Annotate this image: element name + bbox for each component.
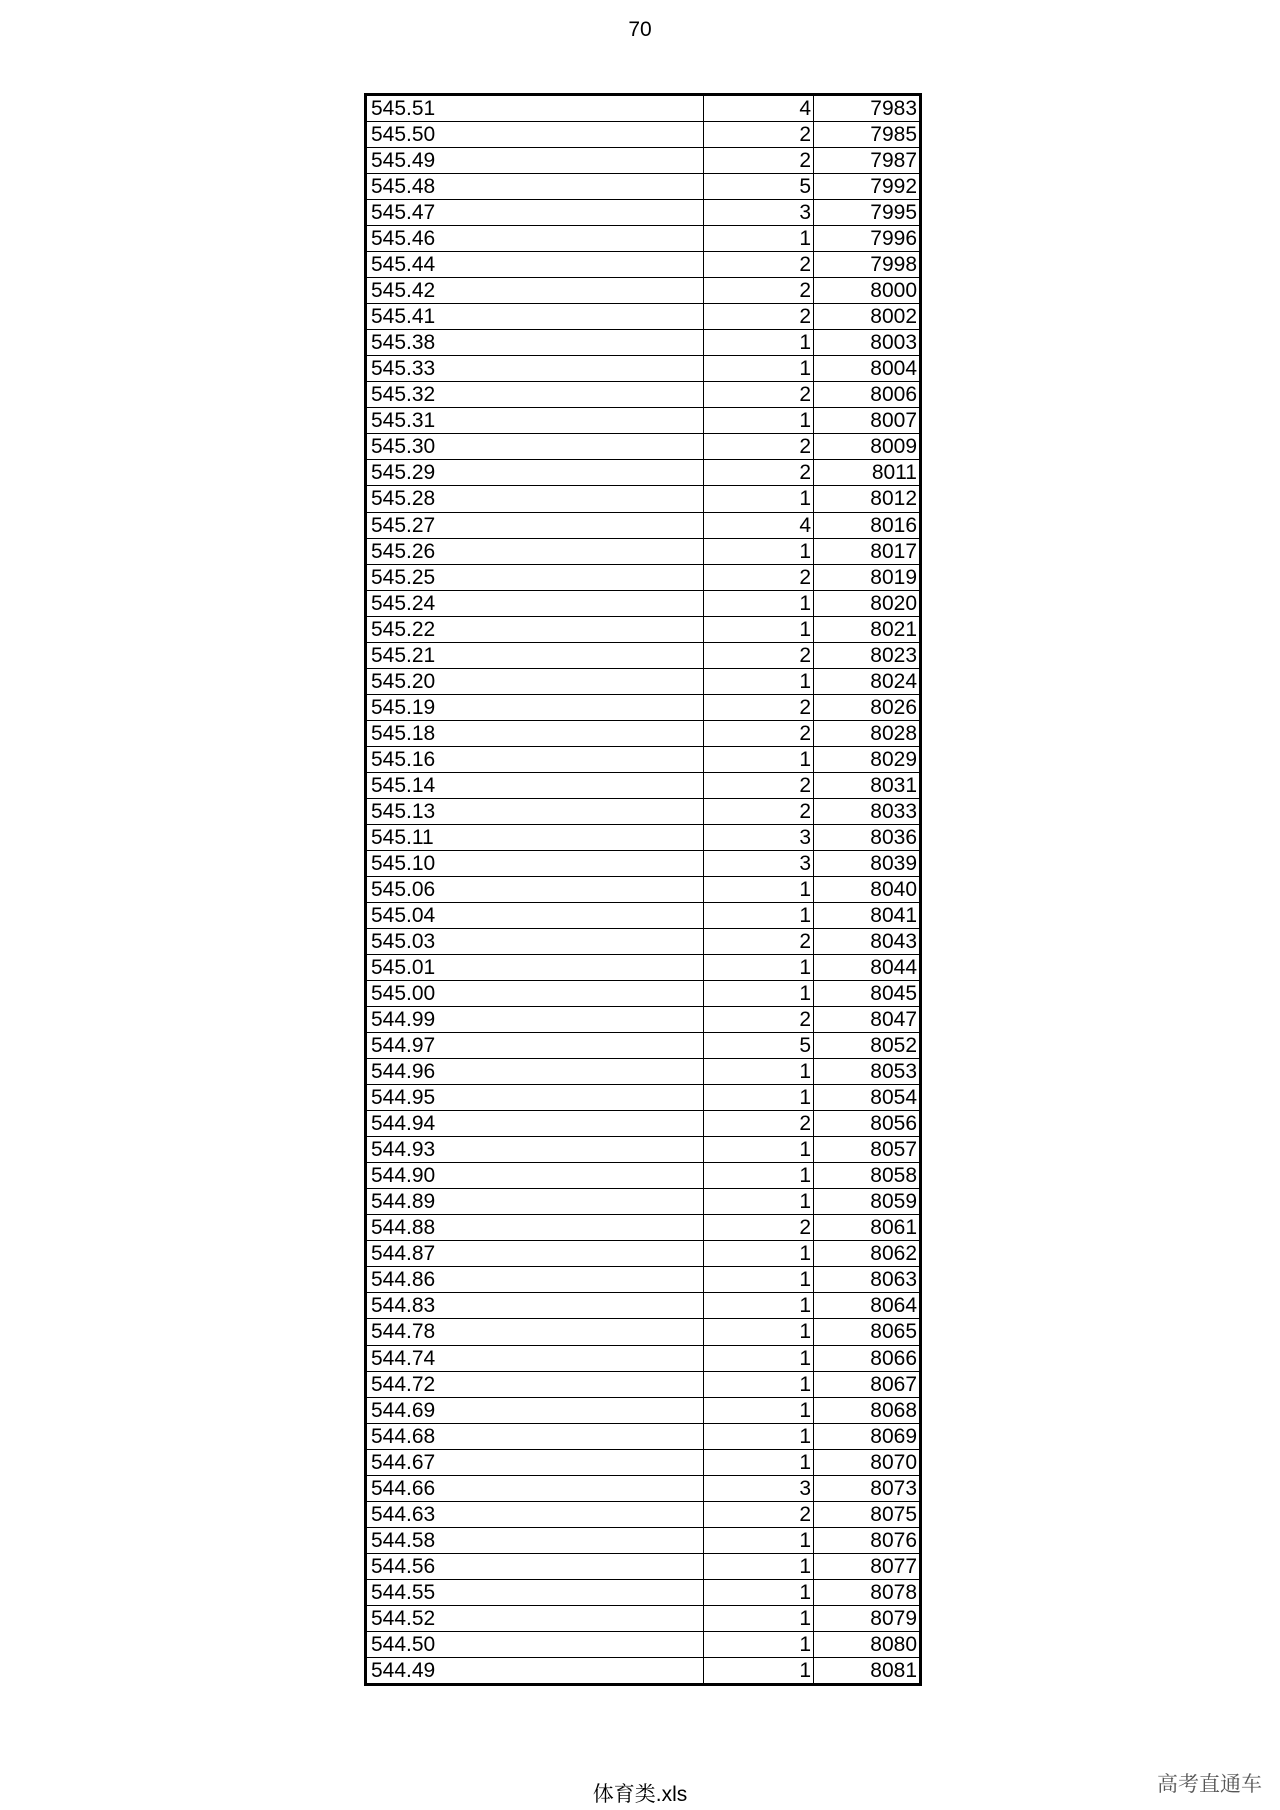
table-row: [366, 1319, 921, 1345]
cumulative-cell: 8073: [814, 1475, 921, 1501]
cumulative-cell: 8045: [814, 981, 921, 1007]
score-cell: 545.14: [366, 772, 704, 798]
score-cell: 545.06: [366, 876, 704, 902]
count-cell: 1: [704, 1085, 814, 1111]
score-cell: 544.93: [366, 1137, 704, 1163]
table-row: [366, 1059, 921, 1085]
score-cell: 545.29: [366, 460, 704, 486]
table-row: [366, 1111, 921, 1137]
count-cell: 5: [704, 174, 814, 200]
score-table-body: [366, 95, 921, 1685]
table-row: [366, 1475, 921, 1501]
cumulative-cell: 8040: [814, 876, 921, 902]
cumulative-cell: 8077: [814, 1553, 921, 1579]
cumulative-cell: 8063: [814, 1267, 921, 1293]
cumulative-cell: 8056: [814, 1111, 921, 1137]
cumulative-cell: 8053: [814, 1059, 921, 1085]
cumulative-cell: 8062: [814, 1241, 921, 1267]
count-cell: 2: [704, 434, 814, 460]
cumulative-cell: 8058: [814, 1163, 921, 1189]
count-cell: 2: [704, 720, 814, 746]
table-row: [366, 1397, 921, 1423]
table-row: [366, 564, 921, 590]
score-cell: 544.55: [366, 1579, 704, 1605]
score-cell: 545.50: [366, 122, 704, 148]
cumulative-cell: 8067: [814, 1371, 921, 1397]
score-cell: 544.58: [366, 1527, 704, 1553]
table-row: [366, 876, 921, 902]
count-cell: 1: [704, 1371, 814, 1397]
count-cell: 1: [704, 486, 814, 512]
table-row: [366, 226, 921, 252]
cumulative-cell: 8002: [814, 304, 921, 330]
cumulative-cell: 8054: [814, 1085, 921, 1111]
cumulative-cell: 8011: [814, 460, 921, 486]
table-row: [366, 1033, 921, 1059]
cumulative-cell: 7985: [814, 122, 921, 148]
count-cell: 2: [704, 278, 814, 304]
score-cell: 545.33: [366, 356, 704, 382]
score-cell: 545.51: [366, 95, 704, 122]
score-cell: 545.44: [366, 252, 704, 278]
count-cell: 1: [704, 1059, 814, 1085]
score-cell: 544.89: [366, 1189, 704, 1215]
score-cell: 545.00: [366, 981, 704, 1007]
table-row: [366, 95, 921, 122]
cumulative-cell: 8009: [814, 434, 921, 460]
score-cell: 545.03: [366, 929, 704, 955]
cumulative-cell: 7987: [814, 148, 921, 174]
score-cell: 545.25: [366, 564, 704, 590]
table-row: [366, 356, 921, 382]
score-cell: 545.10: [366, 850, 704, 876]
cumulative-cell: 8016: [814, 512, 921, 538]
count-cell: 1: [704, 1163, 814, 1189]
cumulative-cell: 8081: [814, 1657, 921, 1684]
count-cell: 1: [704, 1267, 814, 1293]
cumulative-cell: 8029: [814, 746, 921, 772]
count-cell: 1: [704, 356, 814, 382]
count-cell: 2: [704, 694, 814, 720]
score-cell: 545.13: [366, 798, 704, 824]
count-cell: 2: [704, 772, 814, 798]
table-row: [366, 278, 921, 304]
count-cell: 2: [704, 252, 814, 278]
table-row: [366, 1631, 921, 1657]
table-row: [366, 408, 921, 434]
table-row: [366, 798, 921, 824]
table-row: [366, 1501, 921, 1527]
cumulative-cell: 8076: [814, 1527, 921, 1553]
table-row: [366, 200, 921, 226]
table-row: [366, 1163, 921, 1189]
table-row: [366, 1267, 921, 1293]
score-cell: 544.90: [366, 1163, 704, 1189]
score-cell: 544.50: [366, 1631, 704, 1657]
count-cell: 1: [704, 1553, 814, 1579]
count-cell: 1: [704, 538, 814, 564]
score-cell: 545.24: [366, 590, 704, 616]
cumulative-cell: 8031: [814, 772, 921, 798]
cumulative-cell: 8047: [814, 1007, 921, 1033]
count-cell: 3: [704, 1475, 814, 1501]
count-cell: 1: [704, 1189, 814, 1215]
score-table: [364, 93, 922, 1686]
cumulative-cell: 8068: [814, 1397, 921, 1423]
score-cell: 545.41: [366, 304, 704, 330]
cumulative-cell: 8019: [814, 564, 921, 590]
count-cell: 2: [704, 642, 814, 668]
score-cell: 545.16: [366, 746, 704, 772]
table-row: [366, 304, 921, 330]
table-row: [366, 1215, 921, 1241]
score-cell: 544.52: [366, 1605, 704, 1631]
count-cell: 1: [704, 955, 814, 981]
table-row: [366, 1423, 921, 1449]
table-row: [366, 929, 921, 955]
cumulative-cell: 8017: [814, 538, 921, 564]
score-cell: 544.63: [366, 1501, 704, 1527]
count-cell: 1: [704, 1631, 814, 1657]
table-row: [366, 538, 921, 564]
cumulative-cell: 8065: [814, 1319, 921, 1345]
count-cell: 1: [704, 876, 814, 902]
table-row: [366, 616, 921, 642]
count-cell: 2: [704, 1111, 814, 1137]
score-cell: 544.49: [366, 1657, 704, 1684]
table-row: [366, 1527, 921, 1553]
table-row: [366, 850, 921, 876]
cumulative-cell: 7995: [814, 200, 921, 226]
cumulative-cell: 8028: [814, 720, 921, 746]
table-row: [366, 1449, 921, 1475]
score-cell: 545.21: [366, 642, 704, 668]
table-row: [366, 1137, 921, 1163]
cumulative-cell: 8003: [814, 330, 921, 356]
count-cell: 1: [704, 590, 814, 616]
count-cell: 1: [704, 981, 814, 1007]
count-cell: 2: [704, 564, 814, 590]
cumulative-cell: 8004: [814, 356, 921, 382]
count-cell: 2: [704, 798, 814, 824]
count-cell: 1: [704, 746, 814, 772]
score-cell: 544.88: [366, 1215, 704, 1241]
table-row: [366, 1345, 921, 1371]
count-cell: 1: [704, 1397, 814, 1423]
score-cell: 544.74: [366, 1345, 704, 1371]
table-row: [366, 824, 921, 850]
table-row: [366, 1293, 921, 1319]
count-cell: 1: [704, 1605, 814, 1631]
count-cell: 3: [704, 200, 814, 226]
score-cell: 545.22: [366, 616, 704, 642]
count-cell: 2: [704, 929, 814, 955]
cumulative-cell: 8080: [814, 1631, 921, 1657]
table-row: [366, 382, 921, 408]
cumulative-cell: 8020: [814, 590, 921, 616]
table-row: [366, 746, 921, 772]
count-cell: 4: [704, 512, 814, 538]
score-cell: 545.47: [366, 200, 704, 226]
table-row: [366, 1007, 921, 1033]
score-cell: 544.66: [366, 1475, 704, 1501]
cumulative-cell: 8021: [814, 616, 921, 642]
score-cell: 544.99: [366, 1007, 704, 1033]
score-cell: 544.95: [366, 1085, 704, 1111]
table-row: [366, 720, 921, 746]
cumulative-cell: 7998: [814, 252, 921, 278]
cumulative-cell: 8041: [814, 902, 921, 928]
table-row: [366, 955, 921, 981]
score-cell: 545.38: [366, 330, 704, 356]
table-row: [366, 642, 921, 668]
cumulative-cell: 8036: [814, 824, 921, 850]
table-row: [366, 174, 921, 200]
count-cell: 1: [704, 1293, 814, 1319]
cumulative-cell: 8079: [814, 1605, 921, 1631]
cumulative-cell: 8033: [814, 798, 921, 824]
count-cell: 1: [704, 1527, 814, 1553]
score-cell: 544.67: [366, 1449, 704, 1475]
table-row: [366, 1371, 921, 1397]
count-cell: 4: [704, 95, 814, 122]
count-cell: 2: [704, 1215, 814, 1241]
table-row: [366, 460, 921, 486]
count-cell: 1: [704, 902, 814, 928]
count-cell: 2: [704, 304, 814, 330]
count-cell: 1: [704, 1319, 814, 1345]
table-row: [366, 981, 921, 1007]
cumulative-cell: 8043: [814, 929, 921, 955]
table-row: [366, 590, 921, 616]
score-table-container: [364, 93, 919, 1686]
score-cell: 545.46: [366, 226, 704, 252]
cumulative-cell: 8070: [814, 1449, 921, 1475]
cumulative-cell: 8023: [814, 642, 921, 668]
cumulative-cell: 8078: [814, 1579, 921, 1605]
table-row: [366, 902, 921, 928]
table-row: [366, 434, 921, 460]
score-cell: 545.26: [366, 538, 704, 564]
table-row: [366, 668, 921, 694]
table-row: [366, 1189, 921, 1215]
count-cell: 1: [704, 1423, 814, 1449]
score-cell: 544.78: [366, 1319, 704, 1345]
table-row: [366, 1605, 921, 1631]
watermark: 高考直通车: [1157, 1773, 1262, 1796]
count-cell: 3: [704, 850, 814, 876]
cumulative-cell: 8069: [814, 1423, 921, 1449]
table-row: [366, 148, 921, 174]
score-cell: 545.04: [366, 902, 704, 928]
cumulative-cell: 8000: [814, 278, 921, 304]
cumulative-cell: 7983: [814, 95, 921, 122]
table-row: [366, 122, 921, 148]
cumulative-cell: 8026: [814, 694, 921, 720]
score-cell: 545.20: [366, 668, 704, 694]
table-row: [366, 1579, 921, 1605]
cumulative-cell: 8007: [814, 408, 921, 434]
score-cell: 544.83: [366, 1293, 704, 1319]
cumulative-cell: 8066: [814, 1345, 921, 1371]
page-number: 70: [628, 18, 652, 41]
count-cell: 2: [704, 122, 814, 148]
table-row: [366, 1241, 921, 1267]
count-cell: 1: [704, 616, 814, 642]
score-cell: 544.72: [366, 1371, 704, 1397]
table-row: [366, 1085, 921, 1111]
score-cell: 544.86: [366, 1267, 704, 1293]
cumulative-cell: 8061: [814, 1215, 921, 1241]
count-cell: 1: [704, 330, 814, 356]
score-cell: 545.48: [366, 174, 704, 200]
cumulative-cell: 8006: [814, 382, 921, 408]
table-row: [366, 486, 921, 512]
score-cell: 545.01: [366, 955, 704, 981]
count-cell: 1: [704, 1137, 814, 1163]
table-row: [366, 512, 921, 538]
score-cell: 545.27: [366, 512, 704, 538]
cumulative-cell: 8044: [814, 955, 921, 981]
count-cell: 1: [704, 226, 814, 252]
score-cell: 545.42: [366, 278, 704, 304]
score-cell: 544.87: [366, 1241, 704, 1267]
cumulative-cell: 8012: [814, 486, 921, 512]
table-row: [366, 772, 921, 798]
table-row: [366, 330, 921, 356]
table-row: [366, 694, 921, 720]
cumulative-cell: 8039: [814, 850, 921, 876]
score-cell: 544.56: [366, 1553, 704, 1579]
cumulative-cell: 7996: [814, 226, 921, 252]
count-cell: 1: [704, 1657, 814, 1684]
count-cell: 2: [704, 1501, 814, 1527]
score-cell: 545.30: [366, 434, 704, 460]
count-cell: 2: [704, 460, 814, 486]
cumulative-cell: 8024: [814, 668, 921, 694]
score-cell: 544.97: [366, 1033, 704, 1059]
score-cell: 545.32: [366, 382, 704, 408]
score-cell: 544.94: [366, 1111, 704, 1137]
score-cell: 545.11: [366, 824, 704, 850]
cumulative-cell: 8052: [814, 1033, 921, 1059]
count-cell: 1: [704, 668, 814, 694]
count-cell: 3: [704, 824, 814, 850]
cumulative-cell: 7992: [814, 174, 921, 200]
count-cell: 1: [704, 1579, 814, 1605]
count-cell: 1: [704, 1241, 814, 1267]
table-row: [366, 1553, 921, 1579]
score-cell: 544.69: [366, 1397, 704, 1423]
score-cell: 545.19: [366, 694, 704, 720]
count-cell: 5: [704, 1033, 814, 1059]
table-row: [366, 252, 921, 278]
count-cell: 1: [704, 408, 814, 434]
count-cell: 1: [704, 1345, 814, 1371]
cumulative-cell: 8059: [814, 1189, 921, 1215]
score-cell: 544.96: [366, 1059, 704, 1085]
cumulative-cell: 8057: [814, 1137, 921, 1163]
footer-filename: 体育类.xls: [592, 1783, 688, 1806]
cumulative-cell: 8075: [814, 1501, 921, 1527]
score-cell: 545.18: [366, 720, 704, 746]
score-cell: 544.68: [366, 1423, 704, 1449]
score-cell: 545.31: [366, 408, 704, 434]
count-cell: 2: [704, 148, 814, 174]
count-cell: 2: [704, 382, 814, 408]
table-row: [366, 1657, 921, 1684]
cumulative-cell: 8064: [814, 1293, 921, 1319]
score-cell: 545.28: [366, 486, 704, 512]
count-cell: 2: [704, 1007, 814, 1033]
count-cell: 1: [704, 1449, 814, 1475]
score-cell: 545.49: [366, 148, 704, 174]
